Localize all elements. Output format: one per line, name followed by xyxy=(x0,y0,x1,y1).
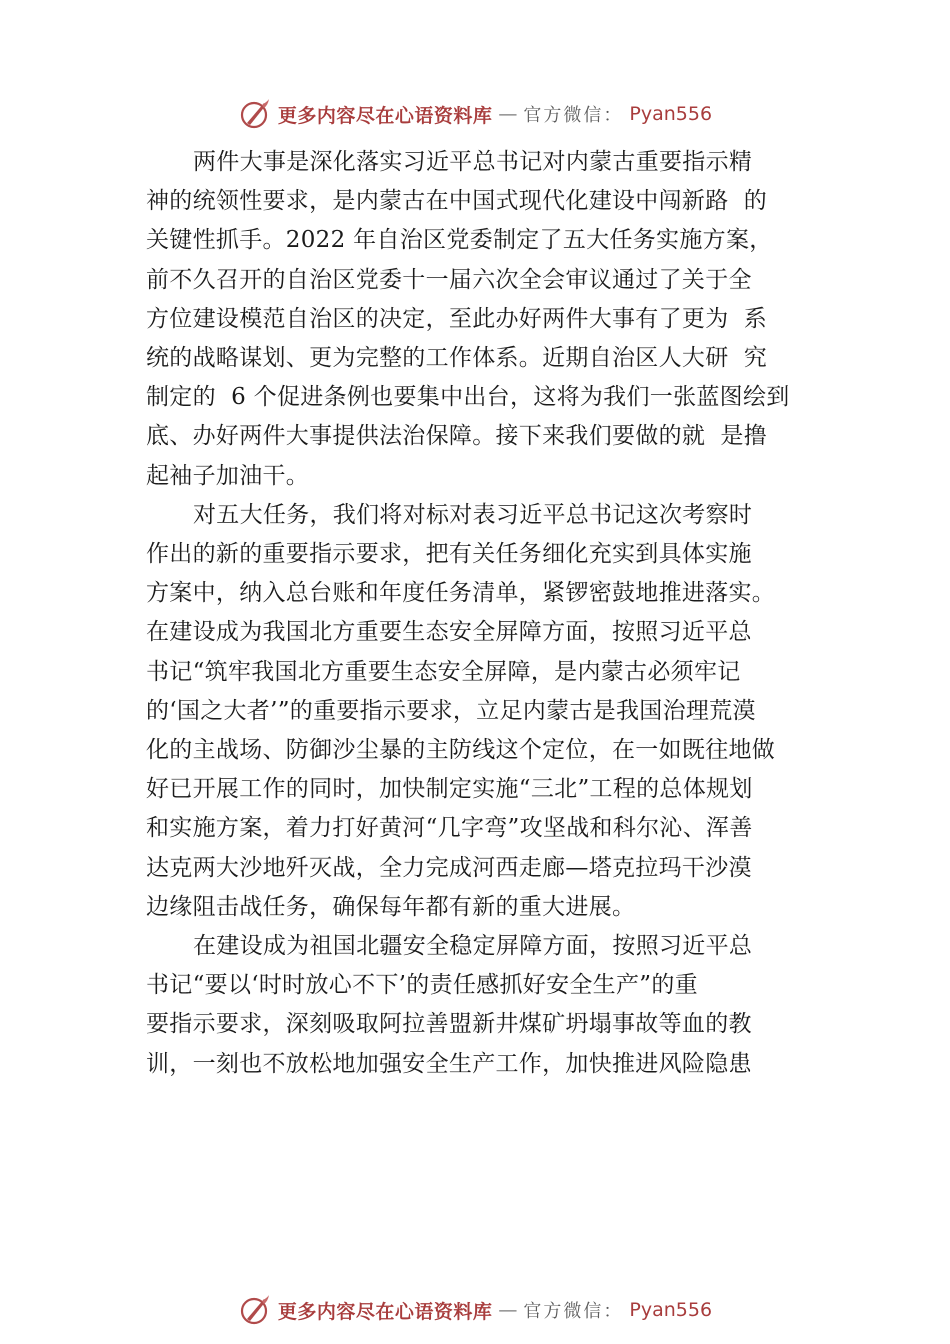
body-line: 神的统领性要求，是内蒙古在中国式现代化建设中闯新路 的 xyxy=(146,188,768,214)
body-line: 书记“要以‘时时放心不下’的责任感抓好安全生产”的重 xyxy=(146,972,698,998)
watermark-wechat-id: Pyan556 xyxy=(629,103,713,125)
quill-logo-icon xyxy=(238,1293,272,1327)
body-line: 的‘国之大者’”的重要指示要求，立足内蒙古是我国治理荒漠 xyxy=(146,698,756,724)
body-line: 化的主战场、防御沙尘暴的主防线这个定位，在一如既往地做 xyxy=(146,737,776,763)
header-watermark xyxy=(0,94,950,134)
body-line: 达克两大沙地歼灭战，全力完成河西走廊—塔克拉玛干沙漠 xyxy=(146,855,752,881)
footer-watermark xyxy=(0,1290,950,1330)
body-line: 方案中，纳入总台账和年度任务清单，紧锣密鼓地推进落实。 xyxy=(146,580,776,606)
watermark-separator: — xyxy=(498,103,518,125)
watermark-wechat-id: Pyan556 xyxy=(629,1299,713,1321)
watermark-brand: 更多内容尽在心语资料库 xyxy=(277,1300,493,1323)
body-line: 和实施方案，着力打好黄河“几字弯”攻坚战和科尔沁、浑善 xyxy=(146,815,753,841)
watermark-brand: 更多内容尽在心语资料库 xyxy=(277,104,493,127)
watermark-official-label: 官方微信： xyxy=(523,1301,624,1322)
body-line: 书记“筑牢我国北方重要生态安全屏障，是内蒙古必须牢记 xyxy=(146,659,741,685)
body-line: 底、办好两件大事提供法治保障。接下来我们要做的就 是撸 xyxy=(146,423,768,449)
watermark-official-label: 官方微信： xyxy=(523,105,624,126)
body-line: 边缘阻击战任务，确保每年都有新的重大进展。 xyxy=(146,894,636,920)
body-line: 起袖子加油干。 xyxy=(146,463,310,489)
watermark-separator: — xyxy=(498,1299,518,1321)
quill-logo-icon xyxy=(238,97,272,131)
body-line: 对五大任务，我们将对标对表习近平总书记这次考察时 xyxy=(193,502,753,528)
body-line: 统的战略谋划、更为完整的工作体系。近期自治区人大研 究 xyxy=(146,345,768,371)
body-line: 要指示要求，深刻吸取阿拉善盟新井煤矿坍塌事故等血的教 xyxy=(146,1011,752,1037)
body-line: 前不久召开的自治区党委十一届六次全会审议通过了关于全 xyxy=(146,267,752,293)
body-line: 制定的 6 个促进条例也要集中出台，这将为我们一张蓝图绘到 xyxy=(146,384,790,410)
body-line: 好已开展工作的同时，加快制定实施“三北”工程的总体规划 xyxy=(146,776,753,802)
body-line: 在建设成为我国北方重要生态安全屏障方面，按照习近平总 xyxy=(146,619,752,645)
body-line: 训，一刻也不放松地加强安全生产工作，加快推进风险隐患 xyxy=(146,1051,752,1077)
body-line: 关键性抓手。2022 年自治区党委制定了五大任务实施方案， xyxy=(146,227,773,253)
body-line: 两件大事是深化落实习近平总书记对内蒙古重要指示精 xyxy=(193,149,753,175)
body-line: 方位建设模范自治区的决定，至此办好两件大事有了更为 系 xyxy=(146,306,768,332)
body-line: 作出的新的重要指示要求，把有关任务细化充实到具体实施 xyxy=(146,541,752,567)
body-line: 在建设成为祖国北疆安全稳定屏障方面，按照习近平总 xyxy=(193,933,753,959)
